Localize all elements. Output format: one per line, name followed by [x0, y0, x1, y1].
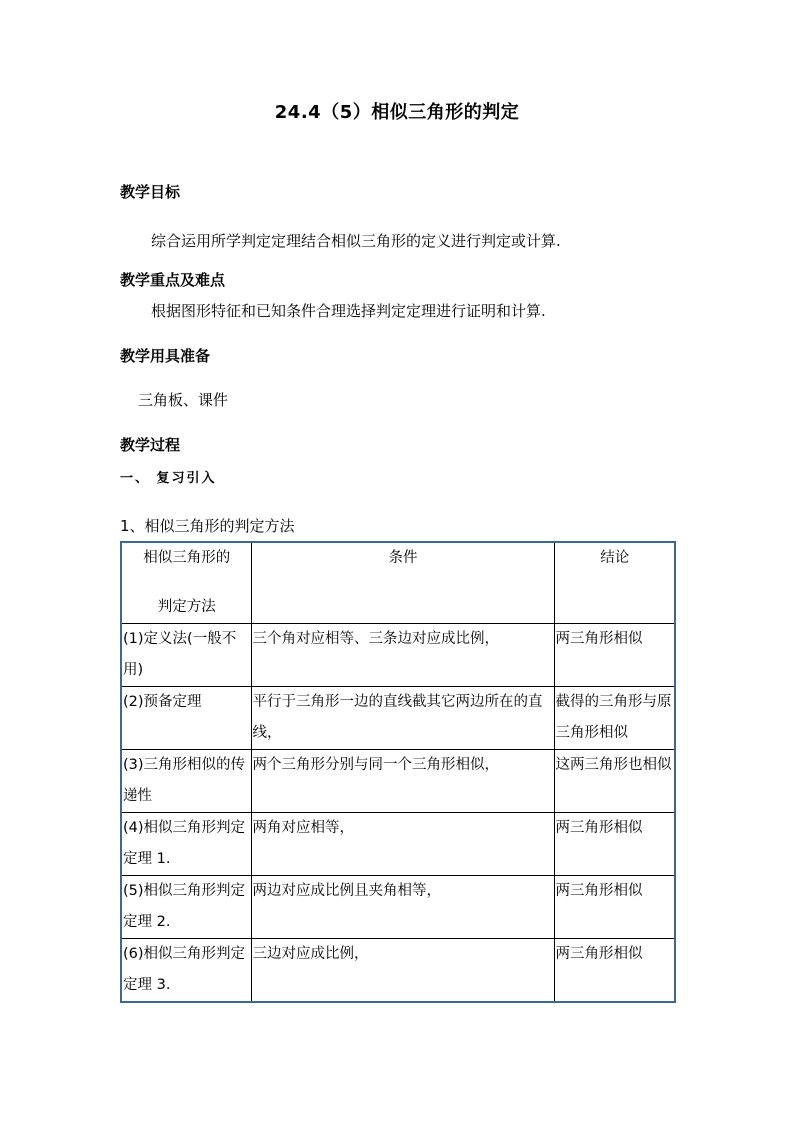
conclusion-cell: 截得的三角形与原三角形相似: [554, 687, 675, 750]
table-row: [121, 750, 675, 813]
page-title: 24.4（5）相似三角形的判定: [274, 102, 520, 123]
table-row: [121, 687, 675, 750]
method-cell: (3)三角形相似的传递性: [121, 750, 251, 813]
process-heading: 教学过程: [120, 436, 181, 454]
condition-cell: 两个三角形分别与同一个三角形相似，: [251, 750, 554, 813]
header-method-line2: 判定方法: [157, 599, 216, 615]
conclusion-cell: 两三角形相似: [554, 813, 675, 876]
conclusion-cell: 两三角形相似: [554, 624, 675, 687]
header-cell-condition: 条件: [251, 542, 554, 624]
item1-text: 1、相似三角形的判定方法: [120, 517, 295, 535]
method-cell: (5)相似三角形判定定理 2.: [121, 876, 251, 939]
table-row: [121, 876, 675, 939]
tools-heading: 教学用具准备: [120, 347, 211, 365]
objectives-heading: 教学目标: [120, 183, 181, 201]
condition-cell: 两角对应相等，: [251, 813, 554, 876]
keypoints-text: 根据图形特征和已知条件合理选择判定定理进行证明和计算.: [151, 302, 546, 320]
conclusion-cell: 两三角形相似: [554, 876, 675, 939]
judgment-methods-table: [120, 541, 676, 1003]
condition-cell: 两边对应成比例且夹角相等，: [251, 876, 554, 939]
objectives-text: 综合运用所学判定定理结合相似三角形的定义进行判定或计算.: [151, 232, 561, 250]
part1-heading: 一、 复习引入: [120, 471, 217, 486]
method-cell: (6)相似三角形判定定理 3.: [121, 939, 251, 1003]
conclusion-cell: 两三角形相似: [554, 939, 675, 1003]
condition-cell: 三个角对应相等、三条边对应成比例，: [251, 624, 554, 687]
method-cell: (4)相似三角形判定定理 1.: [121, 813, 251, 876]
header-cell-conclusion: 结论: [554, 542, 675, 624]
conclusion-cell: 这两三角形也相似: [554, 750, 675, 813]
table-header-row: [121, 542, 675, 624]
table-row: [121, 939, 675, 1003]
method-cell: (2)预备定理: [121, 687, 251, 750]
table-row: [121, 813, 675, 876]
tools-text: 三角板、课件: [138, 391, 229, 409]
keypoints-heading: 教学重点及难点: [120, 271, 226, 289]
condition-cell: 三边对应成比例，: [251, 939, 554, 1003]
condition-cell: 平行于三角形一边的直线截其它两边所在的直线，: [251, 687, 554, 750]
header-cell-method: [121, 542, 251, 624]
method-cell: (1)定义法(一般不用): [121, 624, 251, 687]
header-method-line1: 相似三角形的: [143, 550, 231, 566]
table-row: [121, 624, 675, 687]
